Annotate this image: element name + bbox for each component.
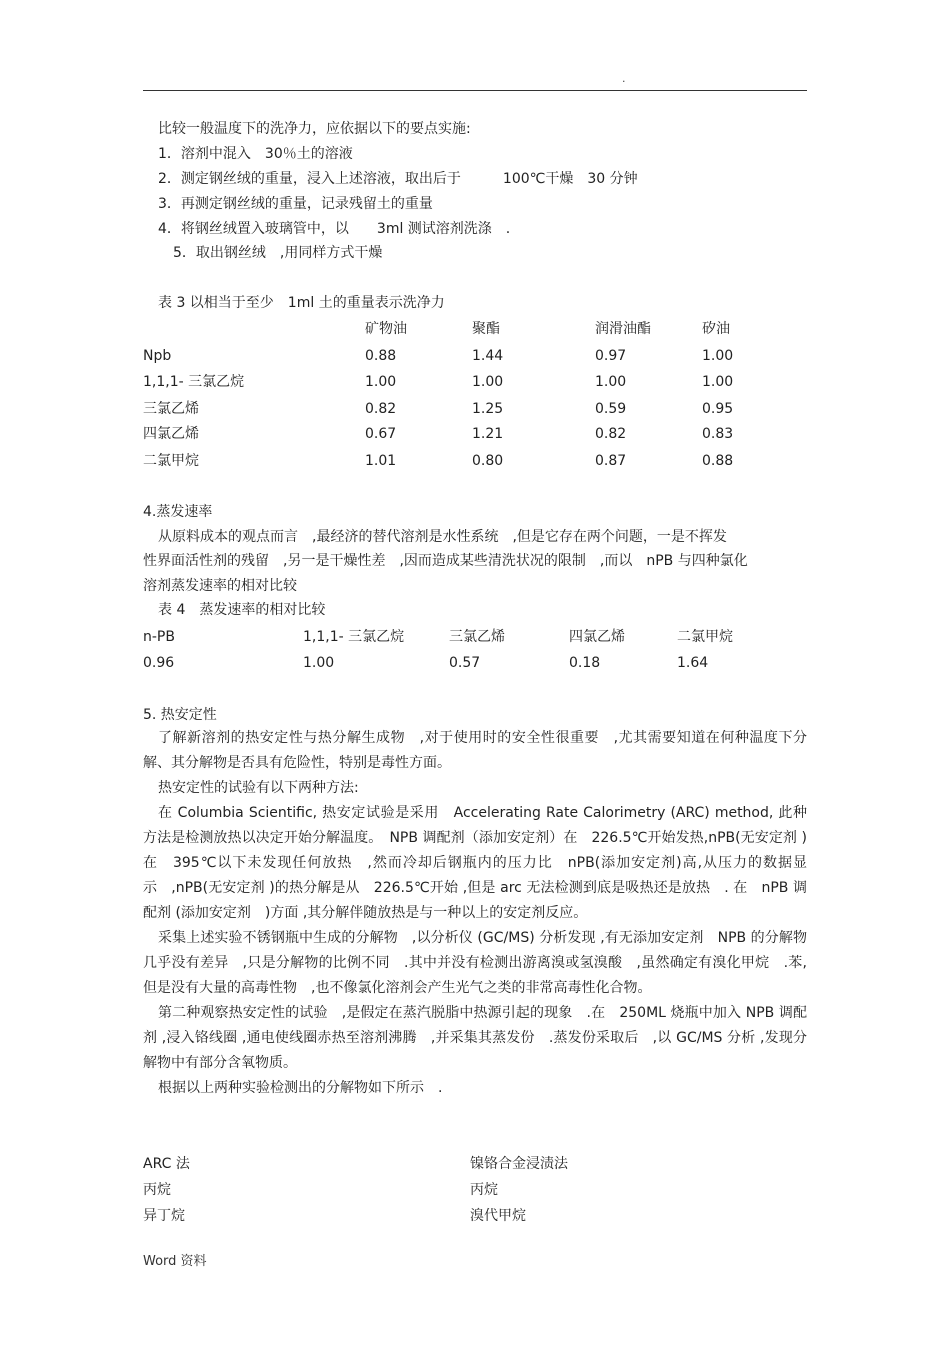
section5-paragraph: 在 Columbia Scientific, 热安定试验是采用 Accelerating Rate Calorimetry (ARC) method, 此种方法是检测放热以决定开始分解温度。 NPB 调配剂（添加安定剂）在 226.5℃开始发热,nPB(无安定剂 )在 395℃以下未发现任何放热 ,然而冷却后钢瓶内的压力比 nPB(添加安定剂)高,从压力的数据显示 ,nPB(无安定剂 )的热分解是从 226.5℃开始 ,但是 arc 无法检测到底是吸热还是放热 . 在 nPB 调配剂 (添加安定剂 )方面 ,其分解伴随放热是与一种以上的安定剂反应。 bbox=[143, 805, 807, 921]
table4-value: 0.18 bbox=[569, 655, 601, 671]
table3-header: 矿物油 bbox=[365, 321, 407, 337]
decomp-cell: 丙烷 bbox=[470, 1182, 498, 1198]
table4-header: 二氯甲烷 bbox=[677, 629, 733, 645]
decomp-cell: 异丁烷 bbox=[143, 1208, 185, 1224]
section5-paragraph: 根据以上两种实验检测出的分解物如下所示 . bbox=[158, 1080, 443, 1096]
table3-cell: 二氯甲烷 bbox=[143, 453, 199, 469]
table3-cell: 0.95 bbox=[702, 401, 734, 417]
section5-paragraph: 热安定性的试验有以下两种方法: bbox=[158, 780, 359, 796]
table3-cell: 0.80 bbox=[472, 453, 504, 469]
table3-cell: 1.00 bbox=[595, 374, 627, 390]
table3-cell: 三氯乙烯 bbox=[143, 401, 199, 417]
table3-header: 矽油 bbox=[702, 321, 730, 337]
table3-cell: 0.88 bbox=[702, 453, 734, 469]
section5-paragraph: 了解新溶剂的热安定性与热分解生成物 ,对于使用时的安全性很重要 ,尤其需要知道在何种温度下分解、其分解物是否具有危险性，特别是毒性方面。 bbox=[143, 730, 807, 771]
table3-cell: 1.01 bbox=[365, 453, 397, 469]
compare-step: 5．取出钢丝绒 ,用同样方式干燥 bbox=[173, 245, 383, 261]
section5-paragraph: 采集上述实验不锈钢瓶中生成的分解物 ,以分析仪 (GC/MS) 分析发现 ,有无添加安定剂 NPB 的分解物几乎没有差异 ,只是分解物的比例不同 .其中并没有检测出游离溴或氢溴酸 ,虽然确定有溴化甲烷 .苯,但是没有大量的高毒性物 ,也不像氯化溶剂会产生光气之类的非常高毒性化合物。 bbox=[143, 930, 807, 996]
decomp-header: ARC 法 bbox=[143, 1156, 190, 1172]
compare-step: 1．溶剂中混入 30％土的溶液 bbox=[158, 146, 353, 162]
table4-header: 四氯乙烯 bbox=[569, 629, 625, 645]
table3-cell: 四氯乙烯 bbox=[143, 426, 199, 442]
page-footer: Word 资料 bbox=[143, 1254, 207, 1269]
table3-cell: 0.87 bbox=[595, 453, 627, 469]
table4-value: 1.00 bbox=[303, 655, 335, 671]
header-mark: . bbox=[622, 72, 626, 85]
table4-value: 1.64 bbox=[677, 655, 709, 671]
table3-cell: 0.83 bbox=[702, 426, 734, 442]
table4-value: 0.57 bbox=[449, 655, 481, 671]
section5-paragraph: 第二种观察热安定性的试验 ,是假定在蒸汽脱脂中热源引起的现象 .在 250ML 烧瓶中加入 NPB 调配剂 ,浸入铬线圈 ,通电使线圈赤热至溶剂沸腾 ,并采集其蒸发份 .蒸发份采取后 ,以 GC/MS 分析 ,发现分解物中有部分含氧物质。 bbox=[143, 1005, 807, 1071]
table3-caption: 表 3 以相当于至少 1ml 土的重量表示洗净力 bbox=[158, 295, 445, 311]
table3-cell: 1.44 bbox=[472, 348, 504, 364]
table3-header: 润滑油酯 bbox=[595, 321, 651, 337]
section4-paragraph-line: 从原料成本的观点而言 ,最经济的替代溶剂是水性系统 ,但是它存在两个问题，一是不挥发 bbox=[158, 529, 727, 545]
decomp-cell: 丙烷 bbox=[143, 1182, 171, 1198]
table4-header: 三氯乙烯 bbox=[449, 629, 505, 645]
decomp-header: 镍铬合金浸渍法 bbox=[470, 1156, 568, 1172]
table3-cell: Npb bbox=[143, 348, 172, 364]
section4-paragraph-line: 性界面活性剂的残留 ,另一是干燥性差 ,因而造成某些清洗状况的限制 ,而以 nPB 与四种氯化 bbox=[143, 553, 748, 569]
compare-intro: 比较一般温度下的洗净力，应依据以下的要点实施: bbox=[158, 121, 471, 137]
table3-cell: 1.00 bbox=[702, 374, 734, 390]
decomp-cell: 溴代甲烷 bbox=[470, 1208, 526, 1224]
table3-cell: 1.00 bbox=[472, 374, 504, 390]
table3-cell: 1.25 bbox=[472, 401, 504, 417]
table3-cell: 0.67 bbox=[365, 426, 397, 442]
table3-cell: 1,1,1- 三氯乙烷 bbox=[143, 374, 245, 390]
header-rule bbox=[143, 90, 807, 91]
compare-step: 3．再测定钢丝绒的重量，记录残留土的重量 bbox=[158, 196, 433, 212]
section5-body bbox=[143, 726, 807, 1101]
section4-heading: 4.蒸发速率 bbox=[143, 504, 213, 520]
table3-cell: 0.82 bbox=[595, 426, 627, 442]
table4-header: 1,1,1- 三氯乙烷 bbox=[303, 629, 405, 645]
table3-cell: 0.97 bbox=[595, 348, 627, 364]
section5-heading: 5. 热安定性 bbox=[143, 707, 217, 723]
table4-header: n-PB bbox=[143, 629, 175, 645]
section4-paragraph-line: 溶剂蒸发速率的相对比较 bbox=[143, 578, 297, 594]
table3-cell: 1.00 bbox=[702, 348, 734, 364]
table3-cell: 1.00 bbox=[365, 374, 397, 390]
table3-cell: 0.82 bbox=[365, 401, 397, 417]
table4-value: 0.96 bbox=[143, 655, 175, 671]
table3-cell: 0.59 bbox=[595, 401, 627, 417]
compare-step: 2．测定钢丝绒的重量，浸入上述溶液，取出后于 100℃干燥 30 分钟 bbox=[158, 171, 638, 187]
table3-cell: 0.88 bbox=[365, 348, 397, 364]
table3-header: 聚酯 bbox=[472, 321, 500, 337]
compare-step: 4．将钢丝绒置入玻璃管中，以 3ml 测试溶剂洗涤 . bbox=[158, 221, 511, 237]
table3-cell: 1.21 bbox=[472, 426, 504, 442]
table4-caption: 表 4 蒸发速率的相对比较 bbox=[158, 602, 326, 618]
